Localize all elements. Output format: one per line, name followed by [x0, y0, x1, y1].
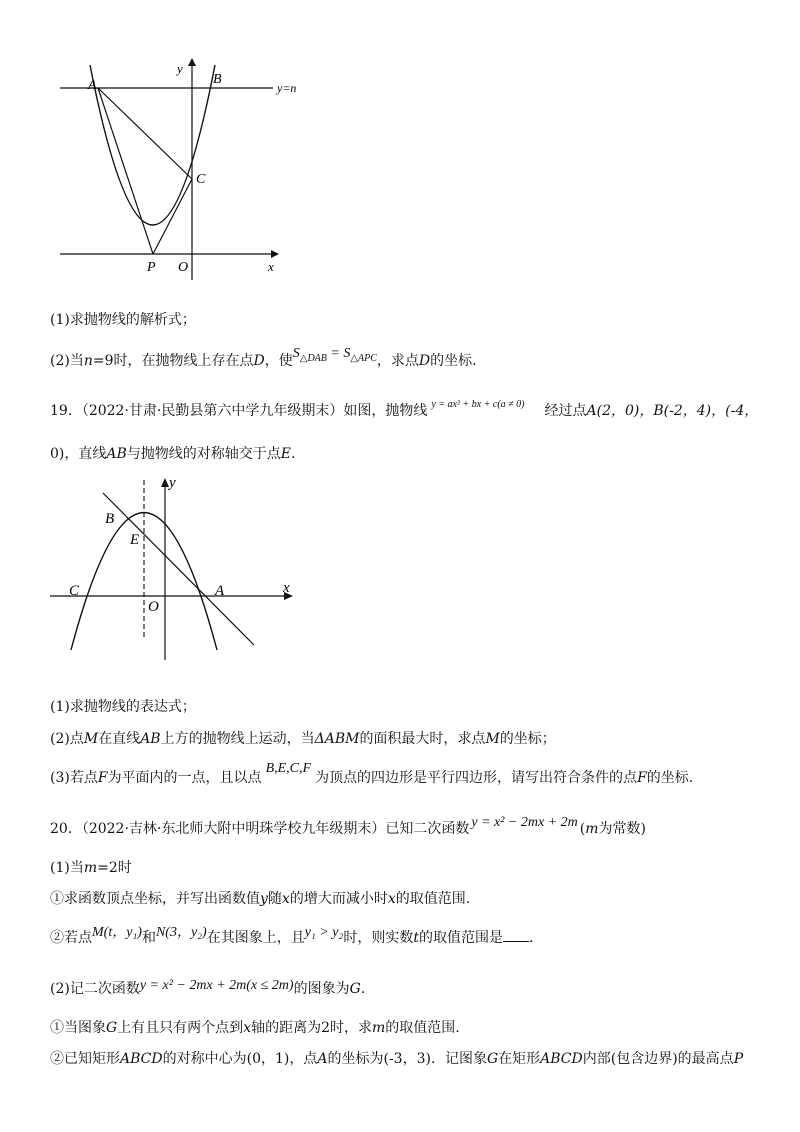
label-C: C: [196, 172, 206, 187]
label-B: B: [105, 511, 115, 527]
parabola-curve: [71, 513, 217, 651]
q19-part1: (1)求抛物线的表达式；: [50, 699, 196, 715]
q19-part2: (2)点M在直线AB上方的抛物线上运动，当ΔABM的面积最大时，求点M的坐标；: [50, 731, 556, 747]
parabola-curve: [90, 65, 215, 225]
label-B: B: [213, 72, 222, 87]
label-O: O: [148, 599, 159, 615]
q20-stem: 20．（2022·吉林·东北师大附中明珠学校九年级期末）已知二次函数 y = x² − 2mx + 2m (m为常数): [50, 815, 646, 837]
label-A: A: [215, 583, 225, 599]
q19-stem-line2: 0)，直线AB与抛物线的对称轴交于点E.: [50, 446, 296, 462]
q19-part3: (3)若点F为平面内的一点，且以点B,E,C,F为顶点的四边形是平行四边形，请写出符合条件的点F的坐标.: [50, 761, 694, 786]
label-O: O: [178, 260, 189, 275]
q19-stem-line1: 19．（2022·甘肃·民勤县第六中学九年级期末）如图，抛物线 $^{y = ax^2 + bx + c(a \ne 0)}$ 经过点A(2，0)，B(-2，4)，(-4，: [50, 399, 759, 419]
answer-blank: [503, 929, 529, 942]
figure-2-parabola: [45, 475, 305, 665]
q18-part1: (1)求抛物线的解析式；: [50, 312, 196, 328]
q20-part1-c2: ②若点M(t，y₁)和N(3，y₂)在其图象上，且y₁ > y₂时，则实数t的取值范围是 .: [50, 925, 534, 946]
y-axis-arrow: [188, 58, 196, 66]
label-y: y: [169, 475, 176, 491]
label-E: E: [130, 532, 140, 548]
label-x: x: [268, 259, 274, 274]
segment-AP: [98, 88, 153, 254]
segment-PC: [153, 179, 192, 254]
segment-AC: [98, 88, 192, 179]
q20-part2: (2)记二次函数y = x² − 2mx + 2m(x ≤ 2m)的图象为G.: [50, 978, 366, 997]
q18-part2: (2)当n=9时，在抛物线上存在点D，使$S_{\triangle DAB} = S_{\triangle APC}$，求点D的坐标.: [50, 346, 477, 369]
q20-part2-d2: ②已知矩形ABCD的对称中心为(0，1)，点A的坐标为(-3，3)．记图象G在矩形ABCD内部(包含边界)的最高点P: [50, 1051, 744, 1067]
x-axis-arrow: [271, 250, 279, 258]
label-C: C: [69, 583, 80, 599]
label-y: y: [177, 61, 183, 76]
q20-part1-c1: ①求函数顶点坐标，并写出函数值y随x的增大而减小时x的取值范围.: [50, 891, 471, 907]
label-P: P: [147, 260, 156, 275]
label-x: x: [283, 580, 290, 596]
line-AB: [103, 493, 254, 645]
figure-1-parabola: [55, 55, 315, 285]
q20-part2-d1: ①当图象G上有且只有两个点到x轴的距离为2时，求m的取值范围.: [50, 1020, 460, 1036]
label-y-n: y=n: [277, 81, 297, 95]
label-A: A: [88, 78, 97, 93]
y-axis-arrow: [161, 478, 169, 487]
q20-part1: (1)当m=2时: [50, 860, 132, 876]
